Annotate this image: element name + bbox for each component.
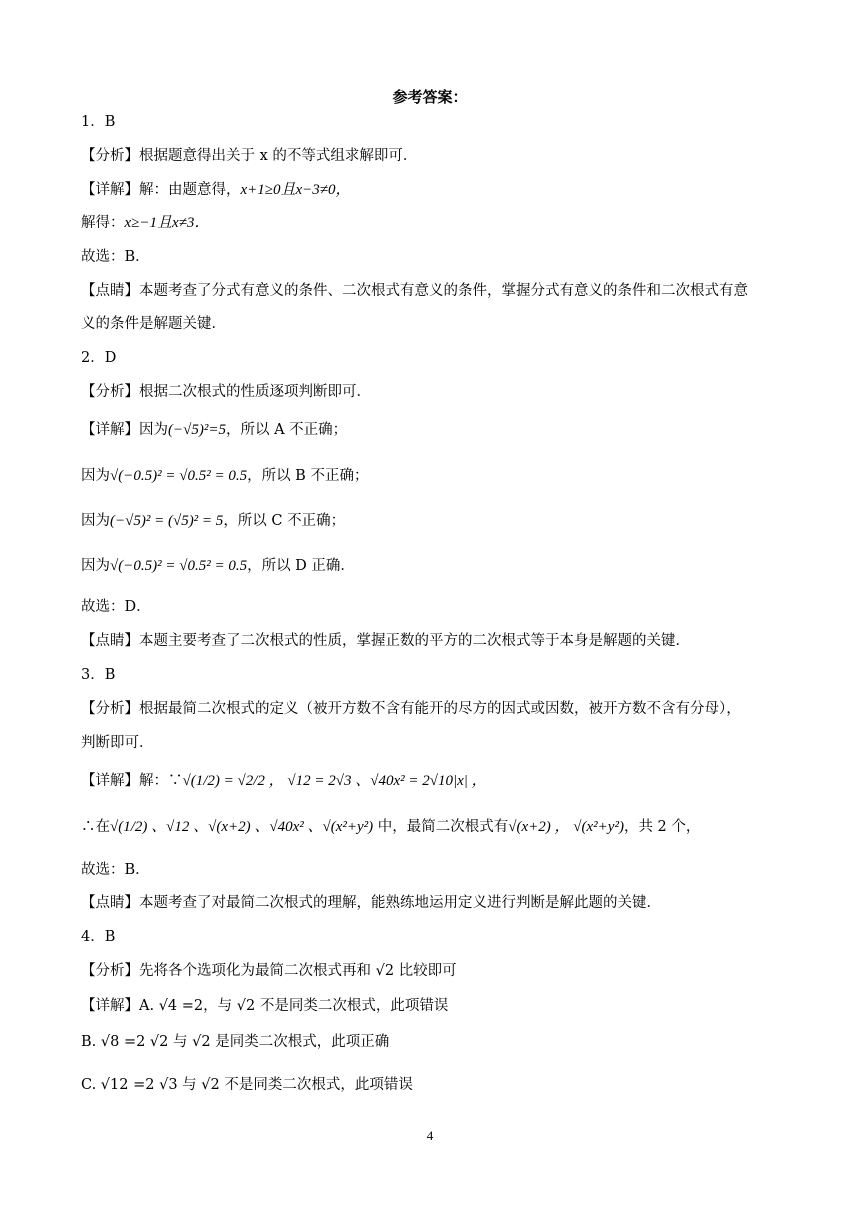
q2-comment: 【点睛】本题主要考查了二次根式的性质，掌握正数的平方的二次根式等于本身是解题的关键． [81, 633, 690, 649]
q2-d-suffix: ，所以 D 正确． [247, 558, 355, 574]
q2-c-prefix: 因为 [81, 513, 110, 529]
q1-comment-line2: 义的条件是解题关键． [81, 316, 226, 332]
q2-choice: 故选：D． [81, 599, 151, 615]
q3-detail-math: √(1/2) = √2/2 ， √12 = 2√3 、√40x² = 2√10|x| ， [182, 773, 487, 789]
page-number: 4 [426, 1128, 434, 1143]
q3-detail-prefix: 【详解】解：∵ [81, 773, 183, 789]
q1-solve-prefix: 解得： [81, 215, 125, 231]
q3-therefore [81, 817, 700, 837]
q2-d-prefix: 因为 [81, 558, 110, 574]
q2-b-suffix: ，所以 B 不正确； [247, 468, 369, 484]
q3-therefore-list: √(1/2) 、√12 、√(x+2) 、√40x² 、√(x²+y²) [110, 819, 374, 835]
q1-solve [81, 213, 209, 233]
q1-detail-math: x+1≥0且x−3≠0， [240, 182, 351, 198]
q2-b-prefix: 因为 [81, 468, 110, 484]
q4-detail-a: 【详解】A. √4 =2，与 √2 不是同类二次根式，此项错误 [81, 998, 449, 1014]
q3-analysis-line1: 【分析】根据最简二次根式的定义（被开方数不含有能开的尽方的因式或因数，被开方数不含有分母）， [81, 701, 741, 717]
q2-a-math: (−√5)²=5 [168, 422, 226, 438]
q1-comment-line1: 【点睛】本题考查了分式有意义的条件、二次根式有意义的条件，掌握分式有意义的条件和二次根式有意 [81, 283, 748, 299]
q4-detail-c: C. √12 =2 √3 与 √2 不是同类二次根式，此项错误 [81, 1077, 413, 1093]
q2-detail-d [81, 556, 355, 576]
q2-analysis: 【分析】根据二次根式的性质逐项判断即可． [81, 384, 371, 400]
q2-b-math: √(−0.5)² = √0.5² = 0.5 [110, 468, 248, 484]
q3-choice: 故选：B． [81, 862, 150, 878]
q4-detail-b: B. √8 =2 √2 与 √2 是同类二次根式，此项正确 [81, 1034, 390, 1050]
q3-comment: 【点睛】本题考查了对最简二次根式的理解，能熟练地运用定义进行判断是解此题的关键． [81, 895, 661, 911]
q3-therefore-result: √(x+2) ， √(x²+y²) [508, 819, 624, 835]
q2-answer: 2．D [81, 350, 117, 366]
q3-answer: 3．B [81, 667, 116, 683]
q1-answer: 1．B [81, 114, 116, 130]
q2-c-math: (−√5)² = (√5)² = 5 [110, 513, 224, 529]
q2-detail-a [81, 420, 347, 440]
q3-analysis-line2: 判断即可． [81, 735, 154, 751]
q1-solve-math: x≥−1且x≠3． [124, 215, 210, 231]
page-title: 参考答案： [392, 88, 468, 106]
q3-therefore-suffix: ，共 2 个， [623, 819, 701, 835]
q2-detail-b [81, 466, 368, 486]
q2-c-suffix: ，所以 C 不正确； [223, 513, 346, 529]
q2-detail-c [81, 511, 345, 531]
q4-answer: 4．B [81, 929, 116, 945]
q1-detail-prefix: 【详解】解：由题意得， [81, 182, 241, 198]
q1-detail [81, 180, 351, 200]
q3-therefore-mid: 中，最简二次根式有 [373, 819, 509, 835]
q3-detail [81, 771, 487, 791]
q2-d-math: √(−0.5)² = √0.5² = 0.5 [110, 558, 248, 574]
q3-therefore-prefix: ∴在 [81, 819, 110, 835]
q4-analysis: 【分析】先将各个选项化为最简二次根式再和 √2 比较即可 [81, 963, 457, 979]
q1-choice: 故选：B． [81, 249, 150, 265]
q2-a-prefix: 【详解】因为 [81, 422, 168, 438]
q2-a-suffix: ，所以 A 不正确； [225, 422, 348, 438]
q1-analysis: 【分析】根据题意得出关于 x 的不等式组求解即可． [81, 148, 418, 164]
